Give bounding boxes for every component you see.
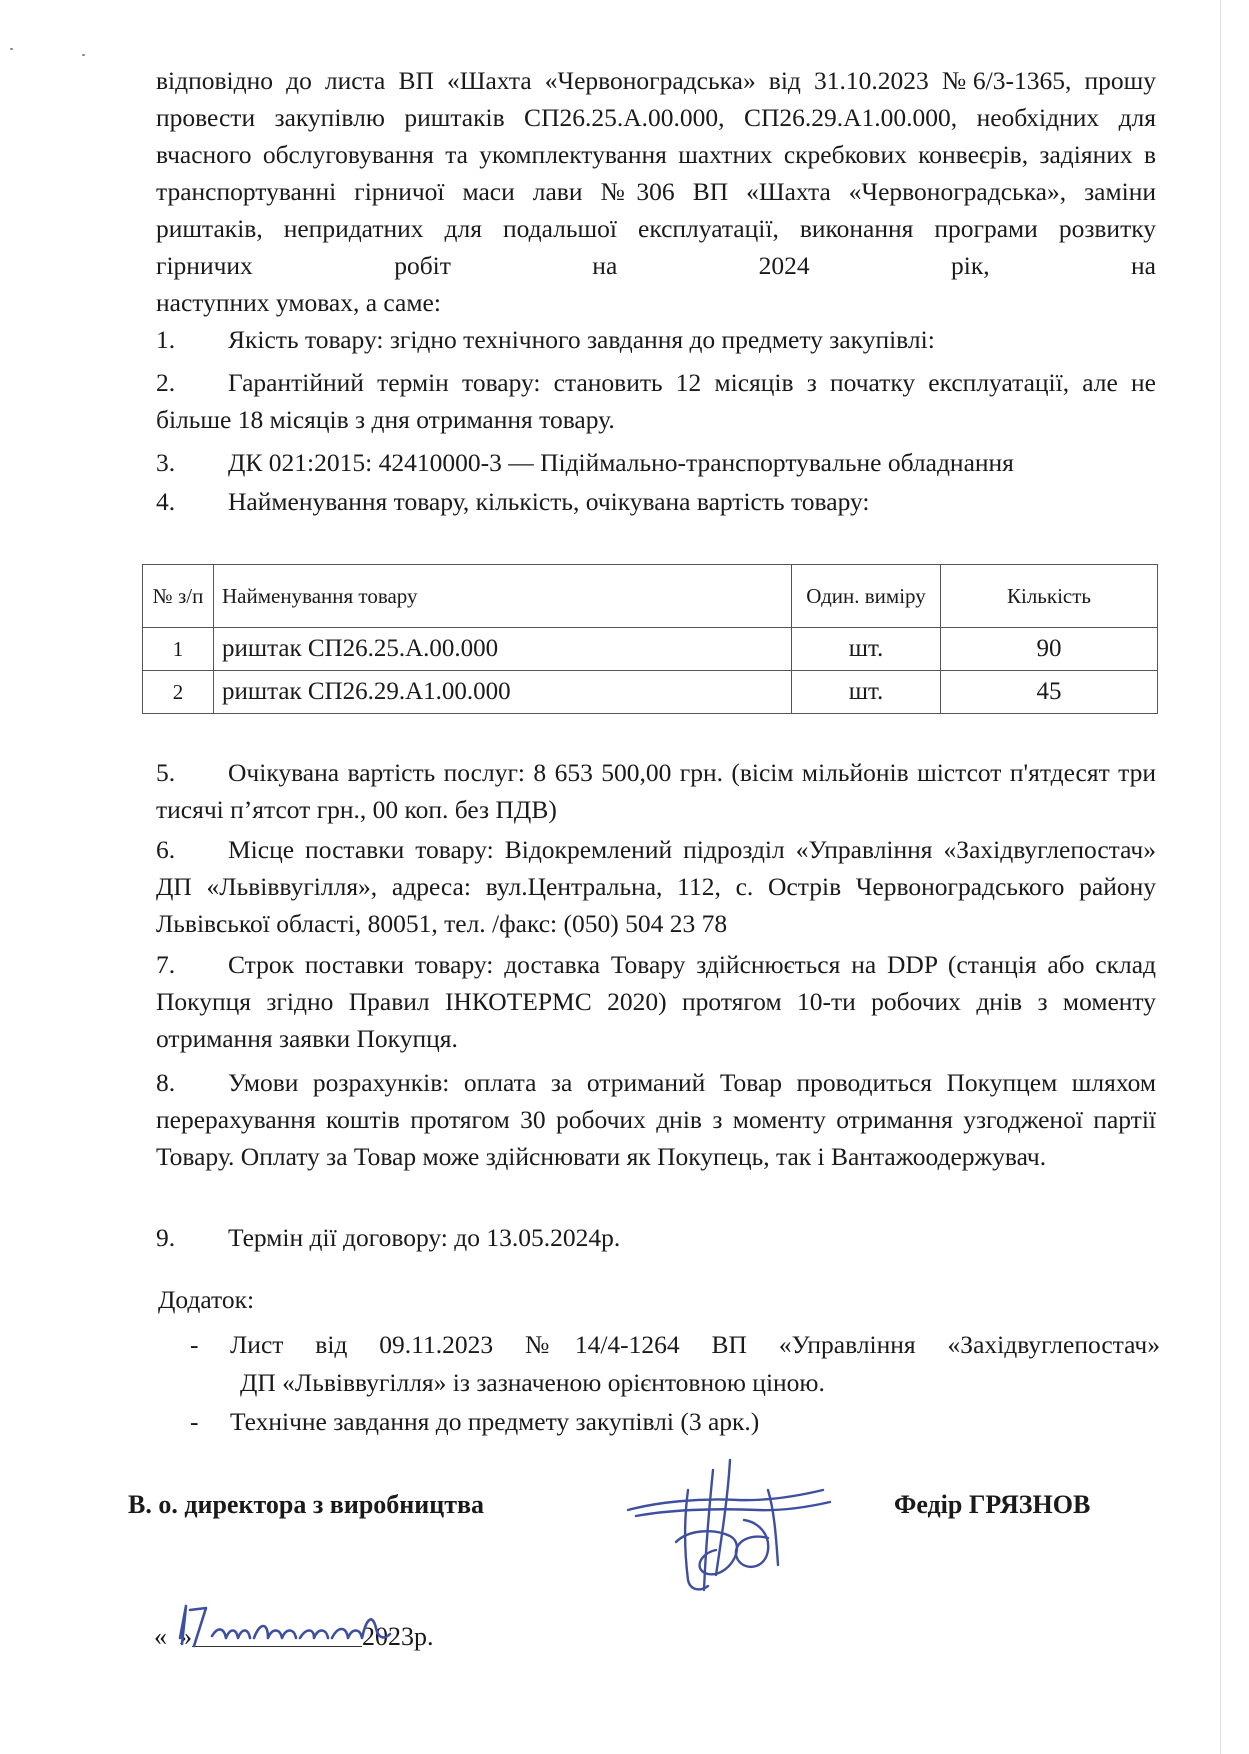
item-text: Якість товару: згідно технічного завдання до предмету закупівлі:: [228, 325, 935, 354]
header-name: Найменування товару: [214, 565, 792, 628]
date-year: 2023р.: [362, 1622, 434, 1651]
addendum-title: Додаток:: [158, 1285, 255, 1314]
item-number: 3.: [156, 448, 176, 477]
item-text: Очікувана вартість послуг: 8 653 500,00 грн. (вісім мільйонів шістсот п'ятдесят три тисячі п’ятсот грн., 00 коп. без ПДВ): [156, 758, 1156, 824]
list-item: [156, 321, 1156, 358]
goods-table: [142, 564, 1158, 714]
item-text: Гарантійний термін товару: становить 12 місяців з початку експлуатації, але не більше 18 місяців з дня отримання товару.: [156, 368, 1156, 434]
addendum-text: [230, 1326, 1160, 1402]
date-open-quote: «: [154, 1622, 167, 1651]
list-item: [156, 444, 1156, 481]
intro-line: прошу провести закупівлю риштаків СП26.25.А.00.000, СП26.29.А1.00.000,: [156, 66, 1157, 132]
row-num: 2: [143, 671, 214, 714]
item-number: 1.: [156, 325, 176, 354]
page-edge: [1220, 0, 1221, 1754]
list-item: [156, 483, 1156, 520]
addendum-dash: -: [190, 1330, 199, 1359]
intro-line: необхідних для вчасного обслуговування та укомплектування шахтних: [156, 103, 1156, 169]
row-num: 1: [143, 628, 214, 671]
scan-speck: [82, 54, 85, 56]
header-qty: Кількість: [941, 565, 1158, 628]
row-unit: шт.: [792, 671, 941, 714]
item-text: Найменування товару, кількість, очікувана вартість товару:: [228, 487, 870, 516]
row-qty: 45: [941, 671, 1158, 714]
header-num: № з/п: [143, 565, 214, 628]
handwritten-signature: [618, 1450, 848, 1600]
intro-paragraph: [156, 62, 1156, 321]
signatory-role: В. о. директора з виробництва: [128, 1490, 485, 1519]
row-qty: 90: [941, 628, 1158, 671]
item-number: 9.: [156, 1223, 176, 1252]
list-item: [156, 831, 1156, 942]
addendum-item: [190, 1326, 1160, 1402]
addendum-dash: -: [190, 1407, 199, 1436]
item-number: 6.: [156, 835, 176, 864]
intro-line: ВП «Шахта «Червоноградська», заміни риштаків, непридатних для подальшої: [156, 177, 1156, 243]
scan-speck: [10, 48, 13, 50]
item-text: Місце поставки товару: Відокремлений підрозділ «Управління «Західвуглепостач» ДП «Львіввугілля», адреса: вул.Центральна, 112, с. Острів Червоноградського району Львівської області, 80051, тел. /факс: (050) 504 23 78: [156, 835, 1156, 938]
row-name: риштак СП26.25.А.00.000: [214, 628, 792, 671]
addendum-line: ДП «Львіввугілля» із зазначеною орієнтовною ціною.: [240, 1368, 825, 1397]
list-item: [156, 946, 1156, 1057]
item-number: 4.: [156, 487, 176, 516]
table-row: [143, 671, 1158, 714]
item-text: Умови розрахунків: оплата за отриманий Товар проводиться Покупцем шляхом перерахування коштів протягом 30 робочих днів з моменту отримання узгодженої партії Товару. Оплату за Товар може здійснювати як Покупець, так і Вантажоодержувач.: [156, 1068, 1156, 1171]
row-name: риштак СП26.29.А1.00.000: [214, 671, 792, 714]
list-item: [156, 1219, 1156, 1256]
row-unit: шт.: [792, 628, 941, 671]
handwritten-date: [172, 1598, 412, 1658]
intro-line: скребкових конвеєрів, задіяних в транспортуванні гірничої маси лави №306: [156, 140, 1156, 206]
item-number: 8.: [156, 1068, 176, 1097]
item-number: 7.: [156, 950, 176, 979]
item-text: Строк поставки товару: доставка Товару здійснюється на DDP (станція або склад Покупця згідно Правил ІНКОТЕРМС 2020) протягом 10-ти робочих днів з моменту отримання заявки Покупця.: [156, 950, 1156, 1053]
list-item: [156, 364, 1156, 438]
date-close-quote: »: [179, 1622, 192, 1651]
table-row: [143, 628, 1158, 671]
item-text: ДК 021:2015: 42410000-3 — Підіймально-транспортувальне обладнання: [228, 448, 1014, 477]
header-unit: Один. виміру: [792, 565, 941, 628]
intro-line: наступних умовах, а саме:: [156, 288, 441, 317]
addendum-line: Лист від 09.11.2023 №14/4-1264 ВП «Управління «Західвуглепостач»: [230, 1330, 1160, 1359]
list-item: [156, 754, 1156, 828]
signatory-name: Федір ГРЯЗНОВ: [894, 1490, 1091, 1519]
item-number: 2.: [156, 368, 176, 397]
intro-line: експлуатації, виконання програми розвитку гірничих робіт на 2024 рік, на: [156, 214, 1157, 280]
table-header-row: [143, 565, 1158, 628]
addendum-item: [190, 1403, 1160, 1441]
list-item: [156, 1064, 1156, 1175]
item-number: 5.: [156, 758, 176, 787]
addendum-text: Технічне завдання до предмету закупівлі (3 арк.): [230, 1407, 760, 1436]
intro-line: відповідно до листа ВП «Шахта «Червоноградська» від 31.10.2023 №6/3-1365,: [156, 66, 1072, 95]
item-text: Термін дії договору: до 13.05.2024р.: [228, 1223, 621, 1252]
